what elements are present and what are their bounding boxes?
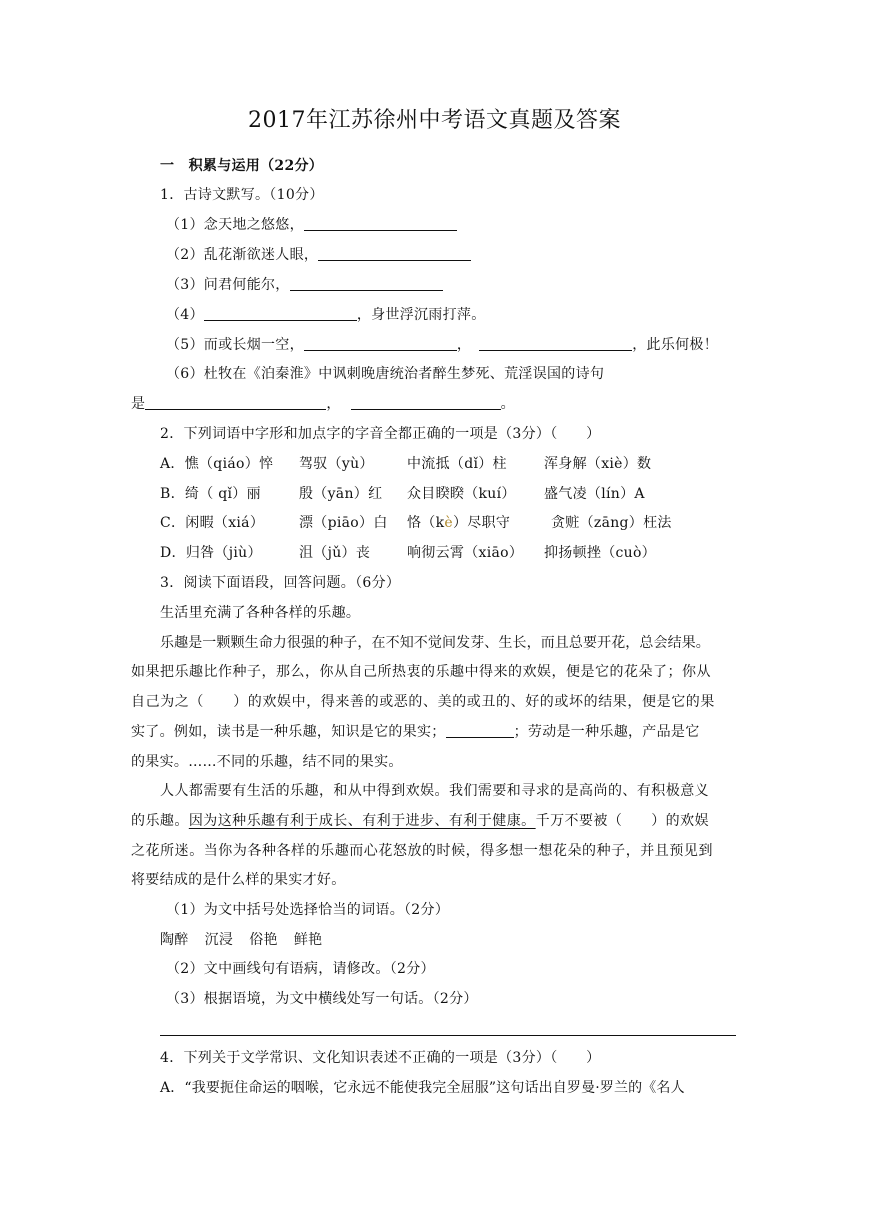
q1-item-1-text: （1）念天地之悠悠， (166, 217, 304, 233)
q1-item-4-tail: ，身世浮沉雨打萍。 (356, 307, 486, 323)
q1-item-6-end: 。 (500, 396, 515, 412)
q1-item-6: （6）杜牧在《泊秦淮》中讽刺晚唐统治者醉生梦死、荒淫误国的诗句 (166, 366, 605, 382)
q2-option-a-word-4: 浑身解（xiè）数 (544, 456, 652, 472)
q1-item-5-text: （5）而或长烟一空， (166, 337, 304, 353)
q1-item-1 (166, 215, 457, 235)
q2-option-d-word-1: D．归咎（jiù） (160, 545, 262, 561)
q2-option-c-dot-mark: è (444, 515, 453, 531)
q4-option-a[interactable]: A．“我要扼住命运的咽喉，它永远不能使我完全屈服”这句话出自罗曼·罗兰的《名人 (160, 1080, 685, 1096)
q2-option-c-word-4: 贪赃（zāng）枉法 (551, 515, 672, 531)
q1-item-4-text: （4） (166, 307, 204, 323)
q3-sub-1: （1）为文中括号处选择恰当的词语。（2分） (166, 902, 450, 918)
q3-p3-line-4: 将要结成的是什么样的果实才好。 (131, 872, 346, 888)
q2-option-a-word-2: 驾驭（yù） (299, 456, 374, 472)
q1-stem: 1．古诗文默写。（10分） (160, 187, 324, 203)
word-choice: 沉浸 (204, 932, 234, 948)
section-heading: 一 积累与运用（22分） (160, 158, 324, 174)
answer-blank[interactable] (304, 336, 457, 351)
q2-option-c-word-2: 漂（piāo）白 (299, 515, 388, 531)
q1-item-6-lead: 是 (131, 396, 146, 412)
q3-p3-line-3: 之花所迷。当你为各种各样的乐趣而心花怒放的时候，得多想一想花朵的种子，并且预见到 (131, 843, 713, 859)
q2-option-a-word-3: 中流抵（dǐ）柱 (407, 456, 507, 472)
answer-blank[interactable] (351, 395, 501, 410)
q2-option-b[interactable] (160, 484, 645, 504)
q3-p2-line-4-tail: ；劳动是一种乐趣，产品是它 (513, 724, 700, 740)
q1-item-5-mid: ， (456, 337, 472, 353)
q2-option-c[interactable] (160, 513, 672, 533)
word-choice: 陶醉 (160, 932, 189, 948)
q1-item-5 (166, 335, 718, 355)
q2-option-c-word-1: C．闲暇（xiá） (160, 515, 265, 531)
q3-p3-line-2-tail: 千万不要被（ ）的欢娱 (535, 813, 710, 829)
q1-item-3 (166, 275, 443, 295)
q3-p2-line-4-head: 实了。例如，读书是一种乐趣，知识是它的果实； (131, 724, 446, 740)
q2-option-d-word-4: 抑扬顿挫（cuò） (544, 545, 656, 561)
q1-item-3-text: （3）问君何能尔， (166, 277, 290, 293)
q3-word-choices (160, 930, 322, 950)
word-choice: 俗艳 (249, 932, 278, 948)
q3-sub-3: （3）根据语境，为文中横线处写一句话。（2分） (166, 991, 478, 1007)
q2-option-a-word-1: A．憔（qiáo）悴 (160, 456, 274, 472)
q4-stem: 4．下列关于文学常识、文化知识表述不正确的一项是（3分）（ ） (160, 1050, 601, 1066)
answer-blank[interactable] (446, 723, 514, 738)
underlined-sentence: 因为这种乐趣有利于成长、有利于进步、有利于健康。 (188, 813, 536, 829)
q2-option-b-word-3: 众目睽睽（kuí） (407, 486, 516, 502)
q2-option-c-word-3 (407, 513, 551, 533)
q3-paragraph-1: 生活里充满了各种各样的乐趣。 (160, 605, 361, 621)
answer-blank[interactable] (204, 306, 357, 321)
q3-p3-line-1: 人人都需要有生活的乐趣，和从中得到欢娱。我们需要和寻求的是高尚的、有积极意义 (160, 783, 710, 799)
q2-stem: 2．下列词语中字形和加点字的字音全都正确的一项是（3分）（ ） (160, 426, 601, 442)
q3-stem: 3．阅读下面语段，回答问题。（6分） (160, 575, 401, 591)
q2-option-b-word-1: B．绮（ qǐ）丽 (160, 486, 261, 502)
q3-sub-2: （2）文中画线句有语病，请修改。（2分） (166, 961, 435, 977)
q3-p3-line-2 (131, 811, 709, 831)
q2-option-c-word-3-head: 恪（k (407, 515, 445, 531)
q2-option-b-word-4: 盛气凌（lín）A (544, 486, 645, 502)
q1-item-4 (166, 305, 486, 325)
q1-item-2-text: （2）乱花渐欲迷人眼， (166, 247, 319, 263)
q2-option-c-word-3-tail: ）尽职守 (452, 515, 511, 531)
q3-p2-line-3: 自己为之（ ）的欢娱中，得来善的或恶的、美的或丑的、好的或坏的结果，便是它的果 (131, 694, 715, 710)
q3-p2-line-5: 的果实。……不同的乐趣，结不同的果实。 (131, 754, 403, 770)
answer-blank[interactable] (145, 395, 326, 410)
q3-p2-line-4 (131, 722, 700, 742)
q2-option-d-word-2: 沮（jǔ）丧 (299, 545, 371, 561)
q1-item-6-answer-line (131, 394, 515, 414)
q1-item-6-mid: ， (326, 396, 341, 412)
q1-item-5-tail: ，此乐何极！ (632, 337, 719, 353)
q3-p2-line-2: 如果把乐趣比作种子，那么，你从自己所热衷的乐趣中得来的欢娱，便是它的花朵了；你从 (131, 664, 711, 680)
q2-option-b-word-2: 殷（yān）红 (299, 486, 383, 502)
answer-blank[interactable] (318, 246, 471, 261)
q2-option-d-word-3: 响彻云霄（xiāo） (407, 545, 524, 561)
answer-blank[interactable] (290, 276, 443, 291)
answer-blank[interactable] (304, 216, 457, 231)
q3-p2-line-1: 乐趣是一颗颗生命力很强的种子，在不知不觉间发芽、生长，而且总要开花，总会结果。 (160, 635, 710, 651)
answer-blank[interactable] (479, 336, 632, 351)
q1-item-2 (166, 245, 471, 265)
q2-option-d[interactable] (160, 543, 656, 563)
document-title: 2017年江苏徐州中考语文真题及答案 (248, 108, 621, 133)
answer-line[interactable] (160, 1035, 736, 1036)
q2-option-a[interactable] (160, 454, 651, 474)
word-choice: 鲜艳 (293, 932, 323, 948)
q3-p3-line-2-head: 的乐趣。 (131, 813, 189, 829)
